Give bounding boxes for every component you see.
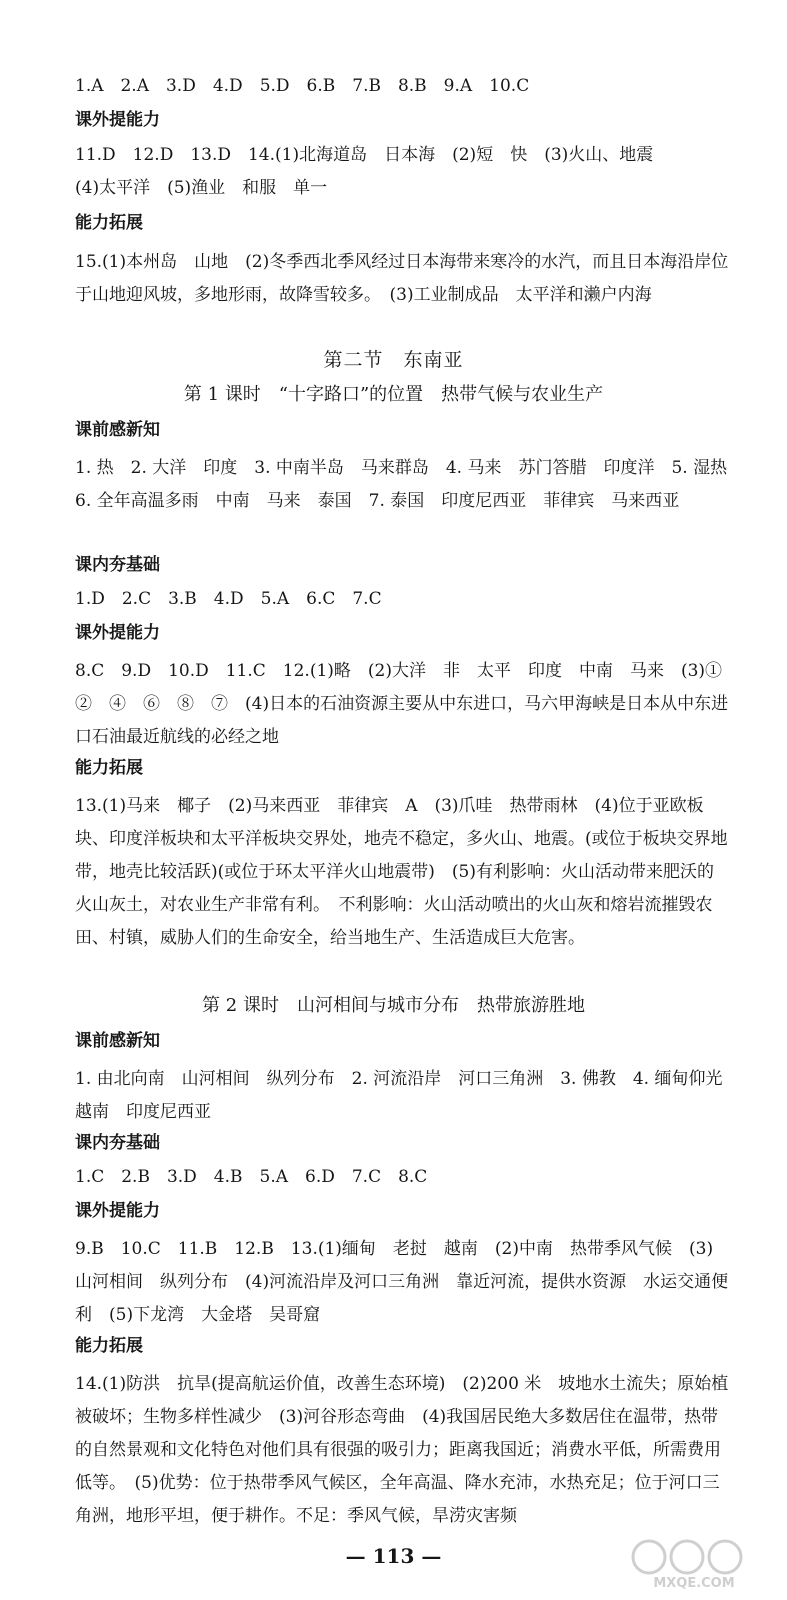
tuozhan-paragraph-1: 15.(1)本州岛 山地 (2)冬季西北季风经过日本海带来寒冷的水汽，而且日本海沿岸位于山地迎风坡，多地形雨，故降雪较多。 (3)工业制成品 太平洋和濑户内海 <box>75 252 729 305</box>
heading-tuozhan-l2: 能力拓展 <box>75 1336 143 1356</box>
heading-tuozhan-1: 能力拓展 <box>75 213 143 233</box>
lesson2-title: 第 2 课时 山河相间与城市分布 热带旅游胜地 <box>202 995 585 1016</box>
heading-kewai-1: 课外提能力 <box>75 110 160 130</box>
kenei-line-l2: 1.C 2.B 3.D 4.B 5.A 6.D 7.C 8.C <box>75 1167 428 1187</box>
heading-kegian-l1: 课前感新知 <box>75 420 160 440</box>
heading-kewai-l1: 课外提能力 <box>75 623 160 643</box>
tuozhan-paragraph-l2: 14.(1)防洪 抗旱(提高航运价值，改善生态环境) (2)200 米 坡地水土流失；原始植被破坏；生物多样性减少 (3)河谷形态弯曲 (4)我国居民绝大多数居住在温带，热带的自然景观和文化特色对他们具有很强的吸引力；距离我国近；消费水平低，所需费用低等。 (5)优势：位于热带季风气候区，全年高温、降水充沛，水热充足；位于河口三角洲，地形平坦，便于耕作。不足：季风气候，旱涝灾害频 <box>75 1374 729 1526</box>
kenei-line-l1: 1.D 2.C 3.B 4.D 5.A 6.C 7.C <box>75 589 382 609</box>
page-number: — 113 — <box>345 1544 442 1568</box>
heading-kewai-l2: 课外提能力 <box>75 1201 160 1221</box>
kegian-paragraph-l1: 1. 热 2. 大洋 印度 3. 中南半岛 马来群岛 4. 马来 苏门答腊 印度洋 5. 湿热 6. 全年高温多雨 中南 马来 泰国 7. 泰国 印度尼西亚 菲律宾 马来西亚 <box>75 458 745 511</box>
watermark-logo-icon <box>629 1535 759 1590</box>
heading-tuozhan-l1: 能力拓展 <box>75 758 143 778</box>
heading-kenei-l1: 课内夯基础 <box>75 555 160 575</box>
section-title: 第二节 东南亚 <box>323 349 464 371</box>
lesson1-title: 第 1 课时 “十字路口”的位置 热带气候与农业生产 <box>183 384 604 405</box>
kewai-paragraph-l2: 9.B 10.C 11.B 12.B 13.(1)缅甸 老挝 越南 (2)中南 热带季风气候 (3)山河相间 纵列分布 (4)河流沿岸及河口三角洲 靠近河流，提供水资源 水运交通便利 (5)下龙湾 大金塔 吴哥窟 <box>75 1239 729 1325</box>
heading-kenei-l2: 课内夯基础 <box>75 1133 160 1153</box>
heading-kegian-l2: 课前感新知 <box>75 1031 160 1051</box>
kewai-line-2: (4)太平洋 (5)渔业 和服 单一 <box>75 178 328 198</box>
answers-top-line: 1.A 2.A 3.D 4.D 5.D 6.B 7.B 8.B 9.A 10.C <box>75 76 530 96</box>
kewai-paragraph-l1: 8.C 9.D 10.D 11.C 12.(1)略 (2)大洋 非 太平 印度 中南 马来 (3)① ② ④ ⑥ ⑧ ⑦ (4)日本的石油资源主要从中东进口，马六甲海峡是日本从中东进口石油最近航线的必经之地 <box>75 661 740 747</box>
kewai-line-1: 11.D 12.D 13.D 14.(1)北海道岛 日本海 (2)短 快 (3)火山、地震 <box>75 145 654 165</box>
watermark-text: MXQE.COM <box>653 1576 735 1590</box>
tuozhan-paragraph-l1: 13.(1)马来 椰子 (2)马来西亚 菲律宾 A (3)爪哇 热带雨林 (4)位于亚欧板块、印度洋板块和太平洋板块交界处，地壳不稳定，多火山、地震。(或位于板块交界地带，地壳比较活跃)(或位于环太平洋火山地震带) (5)有利影响：火山活动带来肥沃的火山灰土，对农业生产非常有利。 不利影响：火山活动喷出的火山灰和熔岩流摧毁农田、村镇，威胁人们的生命安全，给当地生产、生活造成巨大危害。 <box>75 796 728 948</box>
kegian-paragraph-l2: 1. 由北向南 山河相间 纵列分布 2. 河流沿岸 河口三角洲 3. 佛教 4. 缅甸仰光 越南 印度尼西亚 <box>75 1069 740 1122</box>
